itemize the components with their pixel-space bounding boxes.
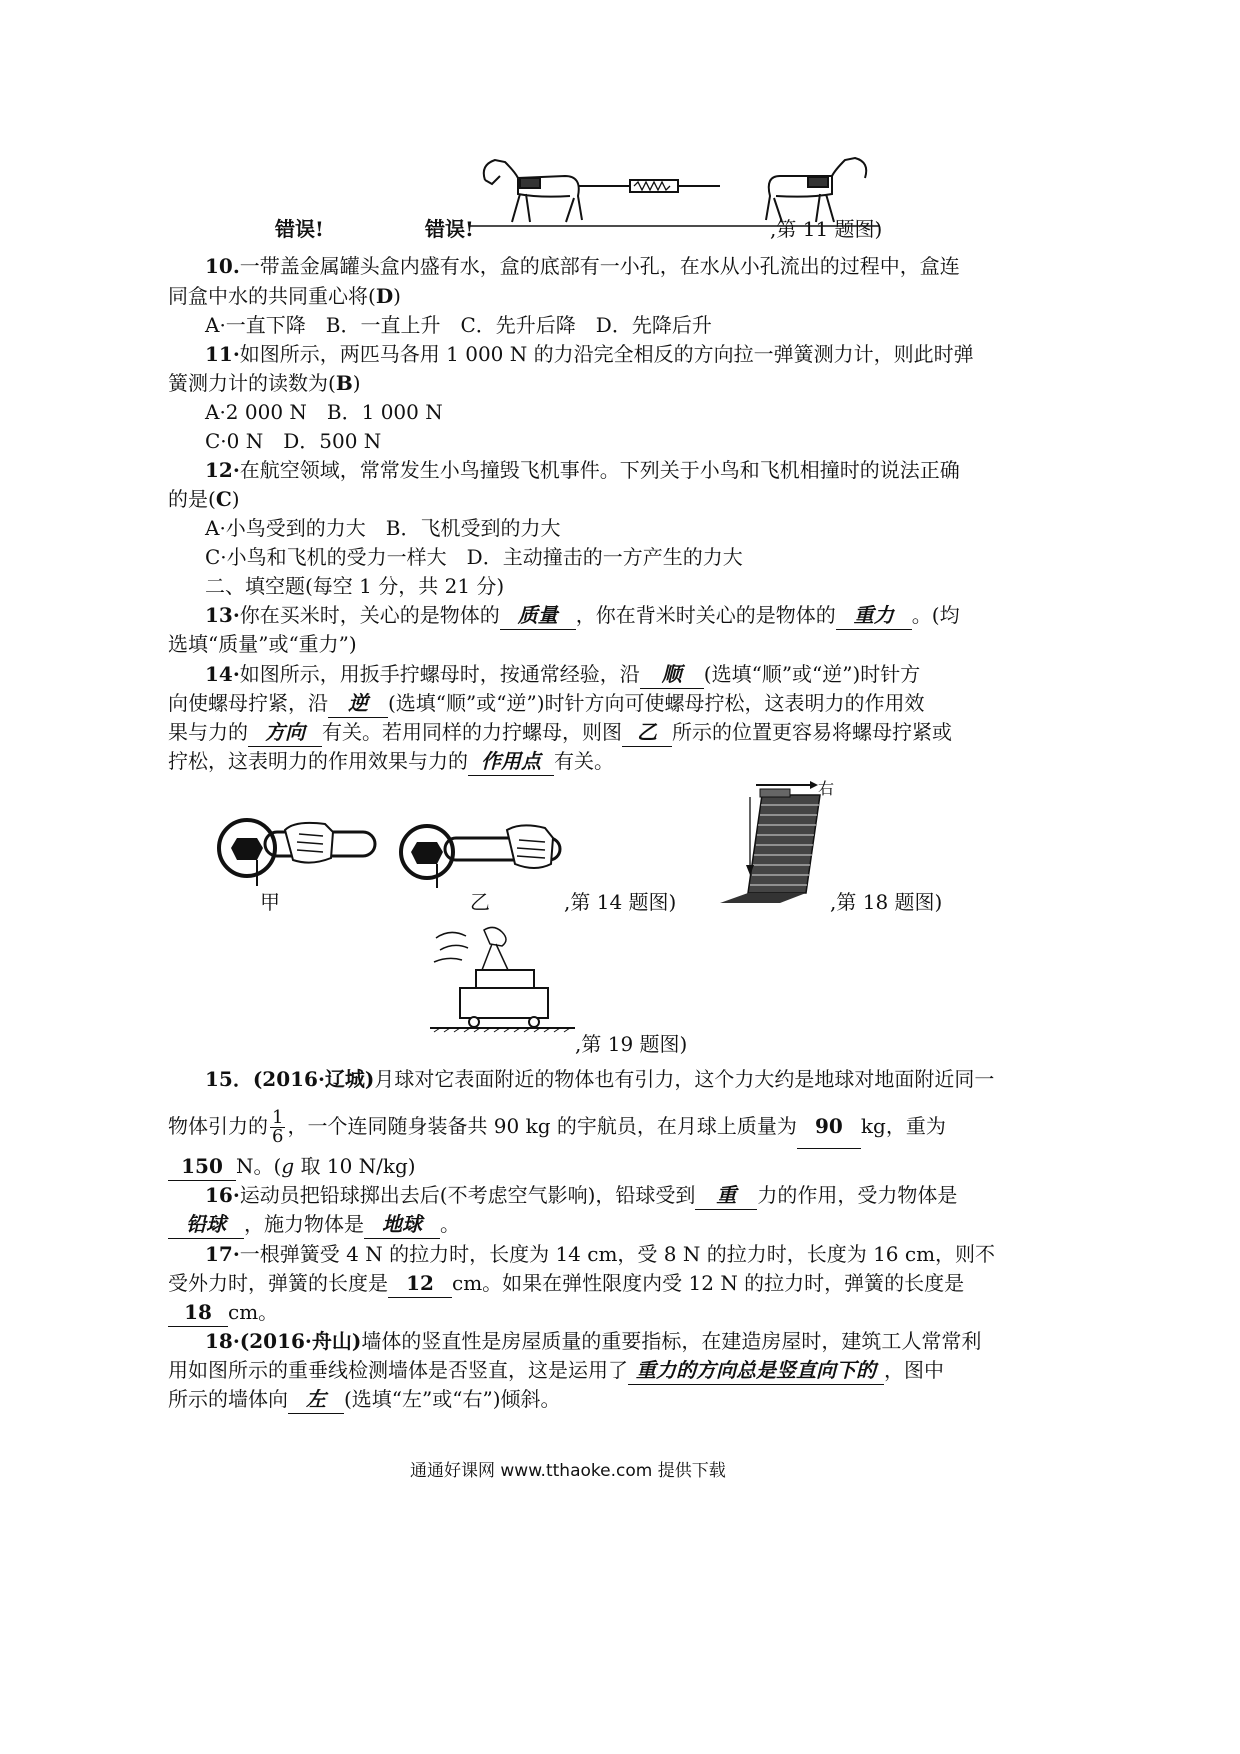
- q16-line1: [205, 1181, 957, 1210]
- q15-text6: 取 10 N/kg): [294, 1154, 416, 1178]
- q15-g-symbol: g: [281, 1154, 295, 1178]
- q16-text1: 运动员把铅球掷出去后(不考虑空气影响)，铅球受到: [239, 1183, 696, 1207]
- q11-line1: [205, 340, 974, 368]
- one-sixth-fraction: [270, 1109, 285, 1146]
- q18-line3: [168, 1385, 561, 1414]
- q17-text1: 一根弹簧受 4 N 的拉力时，长度为 14 cm，受 8 N 的拉力时，长度为 16 cm，则不: [239, 1242, 996, 1266]
- q11-options-2: C·0 N D．500 N: [205, 429, 382, 453]
- q14-answer1: 顺: [640, 660, 704, 689]
- q11-options-1: A·2 000 N B．1 000 N: [205, 400, 443, 424]
- q10-line2: [168, 282, 401, 310]
- wrench-jia-figure: [215, 810, 385, 890]
- q14-answer5: 作用点: [468, 747, 554, 776]
- q13-answer2: 重力: [836, 601, 912, 630]
- q11-text2: 簧测力计的读数为(: [168, 371, 336, 395]
- q18-text4: 所示的墙体向: [168, 1387, 288, 1411]
- q17-line2: [168, 1269, 964, 1298]
- cart-figure: [430, 922, 575, 1032]
- q13-line1: [205, 601, 960, 630]
- q12-text2: 的是(: [168, 487, 216, 511]
- q11-line2: [168, 369, 361, 397]
- q10-text1: 一带盖金属罐头盒内盛有水，盒的底部有一小孔，在水从小孔流出的过程中，盒连: [239, 254, 960, 278]
- q15-text4: kg，重为: [860, 1114, 946, 1138]
- wrench-label-jia: 甲: [260, 890, 280, 914]
- q16-answer2: 铅球: [168, 1210, 244, 1239]
- q13-line2: 选填“质量”或“重力”): [168, 632, 357, 656]
- q16-answer1: 重: [695, 1181, 757, 1210]
- q12-number: 12·: [205, 458, 240, 482]
- left-horse-icon: [484, 160, 582, 222]
- q14-text2: (选填“顺”或“逆”)时针方: [703, 662, 921, 686]
- q16-answer3: 地球: [364, 1210, 440, 1239]
- q18-text3: ，图中: [884, 1358, 944, 1382]
- q14-line2: [168, 689, 925, 718]
- q15-text2: 物体引力的: [168, 1114, 268, 1138]
- q13-text2: ，你在背米时关心的是物体的: [575, 603, 836, 627]
- q14-answer4: 乙: [622, 718, 672, 747]
- wind-lines: [434, 932, 468, 962]
- q12-options-2: C·小鸟和飞机的受力一样大 D．主动撞击的一方产生的力大: [205, 545, 743, 569]
- right-horse-icon: [766, 158, 866, 222]
- q14-answer2: 逆: [328, 689, 388, 718]
- q14-line4: [168, 747, 614, 776]
- fraction-denominator: 6: [272, 1126, 284, 1147]
- q17-text4: cm。: [228, 1300, 279, 1324]
- q15-text1: 月球对它表面附近的物体也有引力，这个力大约是地球对地面附近同一: [374, 1067, 995, 1091]
- section2-heading: 二、填空题(每空 1 分，共 21 分): [205, 574, 505, 598]
- q15-source: (2016·辽城): [252, 1067, 375, 1091]
- q15-answer1: 90: [797, 1104, 861, 1149]
- q15-line3: [168, 1152, 416, 1181]
- q14-text8: 拧松，这表明力的作用效果与力的: [168, 749, 468, 773]
- q18-text5: (选填“左”或“右”)倾斜。: [344, 1387, 561, 1411]
- q13-text3: 。(均: [911, 603, 960, 627]
- q18-answer2: 左: [288, 1385, 344, 1414]
- q14-text5: 果与力的: [168, 720, 248, 744]
- q11-text1: 如图所示，两匹马各用 1 000 N 的力沿完全相反的方向拉一弹簧测力计，则此时弹: [239, 342, 974, 366]
- q12-paren: ): [231, 487, 240, 511]
- q16-text4: 。: [440, 1212, 460, 1236]
- q16-text2: 力的作用，受力物体是: [757, 1183, 958, 1207]
- q10-paren: ): [393, 284, 401, 308]
- q17-number: 17·: [205, 1242, 240, 1266]
- fig18-caption: ,第 18 题图): [830, 890, 943, 914]
- q15-line1: [205, 1065, 994, 1093]
- q14-text1: 如图所示，用扳手拧螺母时，按通常经验，沿: [239, 662, 640, 686]
- q11-paren: ): [352, 371, 361, 395]
- q12-line1: [205, 456, 960, 484]
- q11-number: 11·: [205, 342, 240, 366]
- q18-line1: [205, 1327, 981, 1355]
- wrench-label-yi: 乙: [470, 890, 490, 914]
- q12-options-1: A·小鸟受到的力大 B．飞机受到的力大: [205, 516, 561, 540]
- fig19-caption: ,第 19 题图): [575, 1032, 688, 1056]
- q10-text2: 同盒中水的共同重心将(: [168, 284, 376, 308]
- q14-text3: 向使螺母拧紧，沿: [168, 691, 328, 715]
- error-text-1: 错误!: [275, 217, 324, 241]
- q17-text3: cm。如果在弹性限度内受 12 N 的拉力时，弹簧的长度是: [452, 1271, 965, 1295]
- wrench-yi-figure: [395, 810, 570, 890]
- q14-answer3: 方向: [248, 718, 322, 747]
- q17-line1: [205, 1240, 995, 1268]
- q17-line3: [168, 1298, 278, 1327]
- q13-text1: 你在买米时，关心的是物体的: [239, 603, 500, 627]
- q18-text2: 用如图所示的重垂线检测墙体是否竖直，这是运用了: [168, 1358, 628, 1382]
- q18-line2: [168, 1356, 944, 1385]
- q14-line1: [205, 660, 920, 689]
- q10-answer: D: [375, 284, 394, 308]
- q11-answer: B: [335, 371, 353, 395]
- q10-line1: [205, 252, 960, 280]
- q18-text1: 墙体的竖直性是房屋质量的重要指标，在建造房屋时，建筑工人常常利: [361, 1329, 982, 1353]
- q12-answer: C: [215, 487, 232, 511]
- q12-line2: [168, 485, 240, 513]
- q18-source: (2016·舟山): [239, 1329, 362, 1353]
- q17-text2: 受外力时，弹簧的长度是: [168, 1271, 388, 1295]
- q13-answer1: 质量: [500, 601, 576, 630]
- q15-number: 15．: [205, 1067, 253, 1091]
- brick-wall-figure: [720, 775, 830, 905]
- q18-answer1: 重力的方向总是竖直向下的: [628, 1356, 884, 1385]
- footer-text: 通通好课网 www.tthaoke.com 提供下载: [410, 1461, 726, 1481]
- q14-text6: 有关。若用同样的力拧螺母，则图: [322, 720, 622, 744]
- q18-number: 18·: [205, 1329, 240, 1353]
- q17-answer2: 18: [168, 1298, 228, 1327]
- q12-text1: 在航空领域，常常发生小鸟撞毁飞机事件。下列关于小鸟和飞机相撞时的说法正确: [239, 458, 960, 482]
- q14-number: 14·: [205, 662, 240, 686]
- fig18-direction-label: 右: [818, 779, 835, 798]
- balloon-icon: [484, 927, 506, 946]
- q15-text5: N。(: [236, 1154, 282, 1178]
- q14-line3: [168, 718, 952, 747]
- fraction-numerator: 1: [272, 1107, 284, 1128]
- q15-line2: [168, 1104, 946, 1149]
- q16-text3: ，施力物体是: [244, 1212, 364, 1236]
- q14-text4: (选填“顺”或“逆”)时针方向可使螺母拧松，这表明力的作用效: [388, 691, 925, 715]
- q16-line2: [168, 1210, 460, 1239]
- q17-answer1: 12: [388, 1269, 452, 1298]
- q14-text7: 所示的位置更容易将螺母拧紧或: [672, 720, 952, 744]
- fig11-caption: ,第 11 题图): [770, 217, 883, 241]
- q14-text9: 有关。: [554, 749, 614, 773]
- q13-number: 13·: [205, 603, 240, 627]
- error-text-2: 错误!: [425, 217, 474, 241]
- q16-number: 16·: [205, 1183, 240, 1207]
- q10-number: 10.: [205, 254, 240, 278]
- q10-options: A·一直下降 B．一直上升 C．先升后降 D．先降后升: [205, 313, 712, 337]
- q15-text3: ，一个连同随身装备共 90 kg 的宇航员，在月球上质量为: [287, 1114, 797, 1138]
- fig14-caption: ,第 14 题图): [564, 890, 677, 914]
- q15-answer2: 150: [168, 1152, 236, 1181]
